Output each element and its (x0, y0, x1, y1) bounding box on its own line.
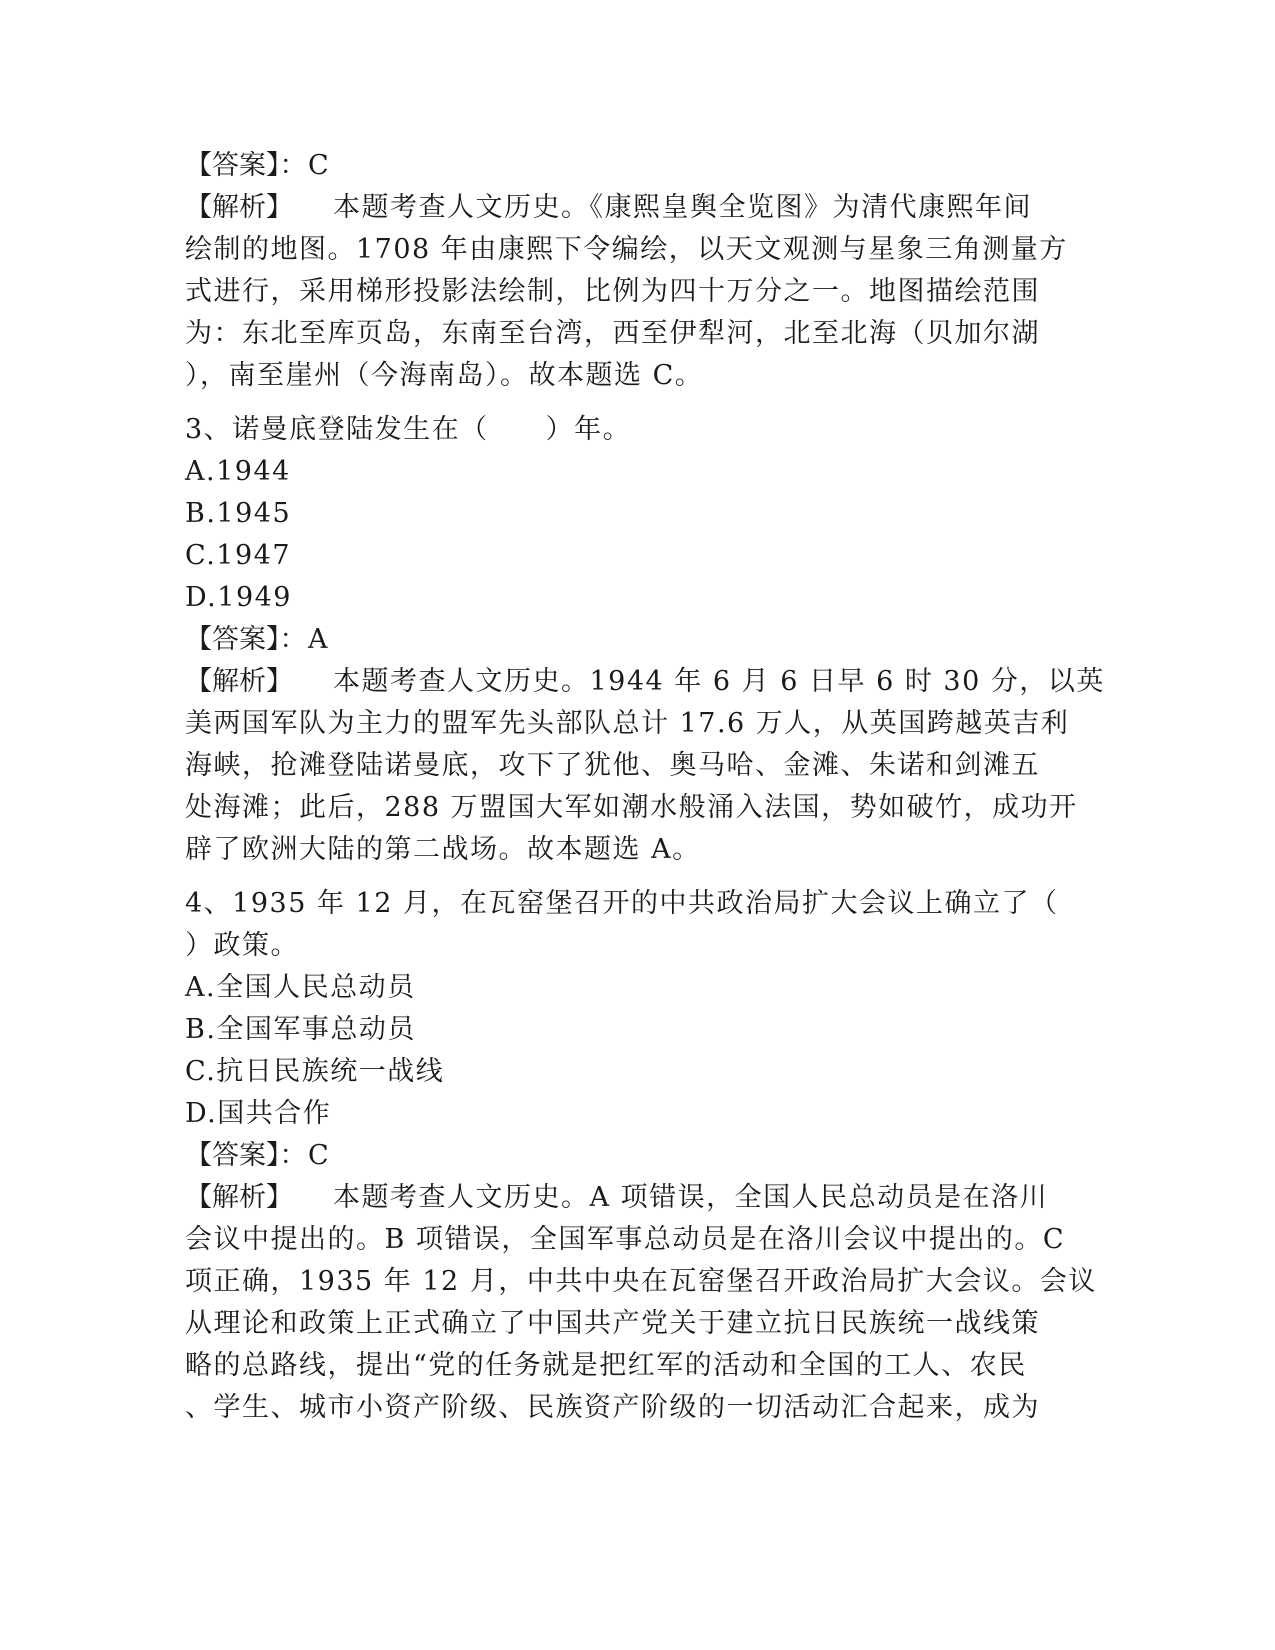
question-stem: 3、诺曼底登陆发生在（ ）年。 (185, 414, 632, 445)
analysis-line (185, 187, 1090, 229)
analysis-line: 辟了欧洲大陆的第二战场。故本题选 A。 (185, 834, 701, 865)
analysis-line (185, 1177, 1090, 1219)
answer-value: ：C (279, 150, 331, 181)
analysis-line: 从理论和政策上正式确立了中国共产党关于建立抗日民族统一战线策 (185, 1308, 1040, 1339)
document-page (185, 145, 1105, 1429)
analysis-label: 【解析】 (185, 666, 293, 697)
option-d: D.国共合作 (185, 1098, 332, 1129)
analysis-line: 为：东北至库页岛，东南至台湾，西至伊犁河，北至北海（贝加尔湖 (185, 318, 1040, 349)
analysis-text: 本题考查人文历史。A 项错误，全国人民总动员是在洛川 (333, 1182, 1049, 1213)
option-a: A.全国人民总动员 (185, 972, 416, 1003)
option-c: C.1947 (185, 540, 291, 571)
answer-value: ：A (279, 624, 329, 655)
question-stem: 4、1935 年 12 月，在瓦窑堡召开的中共政治局扩大会议上确立了（ (185, 888, 1059, 919)
analysis-line: 美两国军队为主力的盟军先头部队总计 17.6 万人，从英国跨越英吉利 (185, 708, 1070, 739)
analysis-line: 绘制的地图。1708 年由康熙下令编绘，以天文观测与星象三角测量方 (185, 234, 1068, 265)
option-d: D.1949 (185, 582, 292, 613)
option-b: B.全国军事总动员 (185, 1014, 416, 1045)
answer-value: ：C (279, 1140, 331, 1171)
analysis-line (185, 661, 1105, 703)
analysis-line: 项正确，1935 年 12 月，中共中央在瓦窑堡召开政治局扩大会议。会议 (185, 1266, 1097, 1297)
analysis-line: ），南至崖州（今海南岛）。故本题选 C。 (185, 360, 704, 391)
analysis-line: 处海滩；此后，288 万盟国大军如潮水般涌入法国，势如破竹，成功开 (185, 792, 1078, 823)
analysis-text: 本题考查人文历史。《康熙皇舆全览图》为清代康熙年间 (333, 192, 1032, 223)
answer-label: 【答案】 (185, 150, 280, 181)
analysis-line: 略的总路线，提出“党的任务就是把红军的活动和全国的工人、农民 (185, 1350, 1027, 1381)
analysis-label: 【解析】 (185, 192, 293, 223)
answer-label: 【答案】 (185, 1140, 280, 1171)
question-stem: ）政策。 (185, 930, 299, 961)
analysis-line: 、学生、城市小资产阶级、民族资产阶级的一切活动汇合起来，成为 (185, 1392, 1040, 1423)
answer-line (185, 145, 1090, 187)
answer-line (185, 619, 1090, 661)
option-c: C.抗日民族统一战线 (185, 1056, 445, 1087)
analysis-line: 会议中提出的。B 项错误，全国军事总动员是在洛川会议中提出的。C (185, 1224, 1066, 1255)
analysis-line: 式进行，采用梯形投影法绘制，比例为四十万分之一。地图描绘范围 (185, 276, 1040, 307)
analysis-line: 海峡，抢滩登陆诺曼底，攻下了犹他、奥马哈、金滩、朱诺和剑滩五 (185, 750, 1040, 781)
answer-line (185, 1135, 1090, 1177)
answer-label: 【答案】 (185, 624, 280, 655)
analysis-text: 本题考查人文历史。1944 年 6 月 6 日早 6 时 30 分，以英 (333, 666, 1105, 697)
analysis-label: 【解析】 (185, 1182, 293, 1213)
option-b: B.1945 (185, 498, 292, 529)
option-a: A.1944 (185, 456, 291, 487)
